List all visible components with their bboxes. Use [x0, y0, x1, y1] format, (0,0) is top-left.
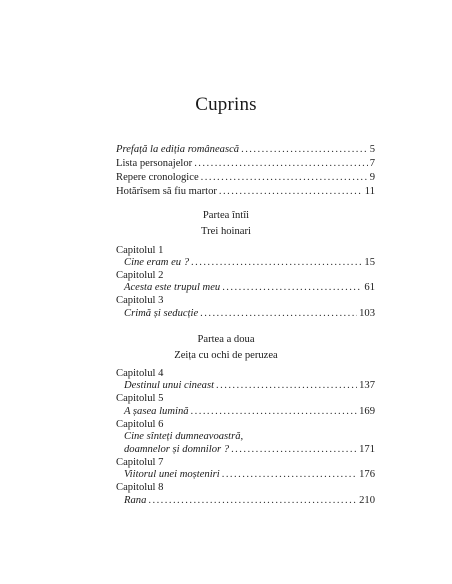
chapter-number: Capitolul 7	[116, 457, 164, 468]
toc-entry-witness	[116, 185, 375, 198]
toc-entry-chapter	[124, 281, 375, 294]
entry-label: Cine eram eu ?	[124, 257, 190, 268]
entry-label: Lista personajelor	[116, 158, 193, 169]
entry-page: 103	[359, 308, 375, 319]
toc-entry-chronology	[116, 171, 375, 184]
part-heading: Partea întîi	[202, 210, 250, 221]
leader-dots	[231, 443, 357, 456]
toc-entry-chapter	[124, 379, 375, 392]
entry-page: 210	[359, 495, 375, 506]
toc-entry-chapter	[124, 405, 375, 418]
toc-entry-chapter	[124, 468, 375, 481]
chapter-title-line: Cine sînteți dumneavoastră,	[124, 431, 244, 442]
entry-page: 11	[364, 186, 375, 197]
toc-entry-chapter	[124, 443, 375, 456]
leader-dots	[219, 185, 363, 198]
entry-label: Crimă și seducție	[124, 308, 199, 319]
entry-label: A șasea lumină	[124, 406, 189, 417]
entry-page: 9	[369, 172, 375, 183]
chapter-number: Capitolul 4	[116, 368, 164, 379]
leader-dots	[201, 171, 368, 184]
entry-page: 169	[359, 406, 375, 417]
entry-label: Hotărîsem să fiu martor	[116, 186, 217, 197]
chapter-number: Capitolul 5	[116, 393, 164, 404]
leader-dots	[191, 256, 362, 269]
part-heading: Partea a doua	[197, 334, 255, 345]
page-title: Cuprins	[195, 94, 257, 115]
leader-dots	[222, 281, 362, 294]
entry-label: Viitorul unei moșteniri	[124, 469, 220, 480]
entry-label: doamnelor și domnilor ?	[124, 444, 230, 455]
chapter-number: Capitolul 8	[116, 482, 164, 493]
entry-label: Repere cronologice	[116, 172, 199, 183]
chapter-number: Capitolul 6	[116, 419, 164, 430]
leader-dots	[191, 405, 358, 418]
entry-label: Rana	[124, 495, 147, 506]
chapter-number: Capitolul 2	[116, 270, 164, 281]
entry-page: 137	[359, 380, 375, 391]
toc-entry-chapter	[124, 256, 375, 269]
entry-page: 15	[364, 257, 375, 268]
chapter-number: Capitolul 1	[116, 245, 164, 256]
leader-dots	[200, 307, 357, 320]
toc-entry-chapter	[124, 494, 375, 507]
leader-dots	[222, 468, 357, 481]
leader-dots	[216, 379, 357, 392]
toc-entry-characters	[116, 157, 375, 170]
part-subtitle: Trei hoinari	[201, 226, 251, 237]
entry-page: 61	[364, 282, 375, 293]
entry-page: 5	[369, 144, 375, 155]
entry-page: 176	[359, 469, 375, 480]
entry-label: Prefață la ediția românească	[116, 144, 240, 155]
leader-dots	[148, 494, 357, 507]
leader-dots	[241, 143, 368, 156]
toc-entry-preface	[116, 143, 375, 156]
leader-dots	[194, 157, 368, 170]
entry-page: 171	[359, 444, 375, 455]
part-subtitle: Zeița cu ochi de peruzea	[174, 350, 278, 361]
chapter-number: Capitolul 3	[116, 295, 164, 306]
entry-label: Destinul unui cineast	[124, 380, 215, 391]
toc-entry-chapter	[124, 307, 375, 320]
entry-page: 7	[369, 158, 375, 169]
entry-label: Acesta este trupul meu	[124, 282, 221, 293]
